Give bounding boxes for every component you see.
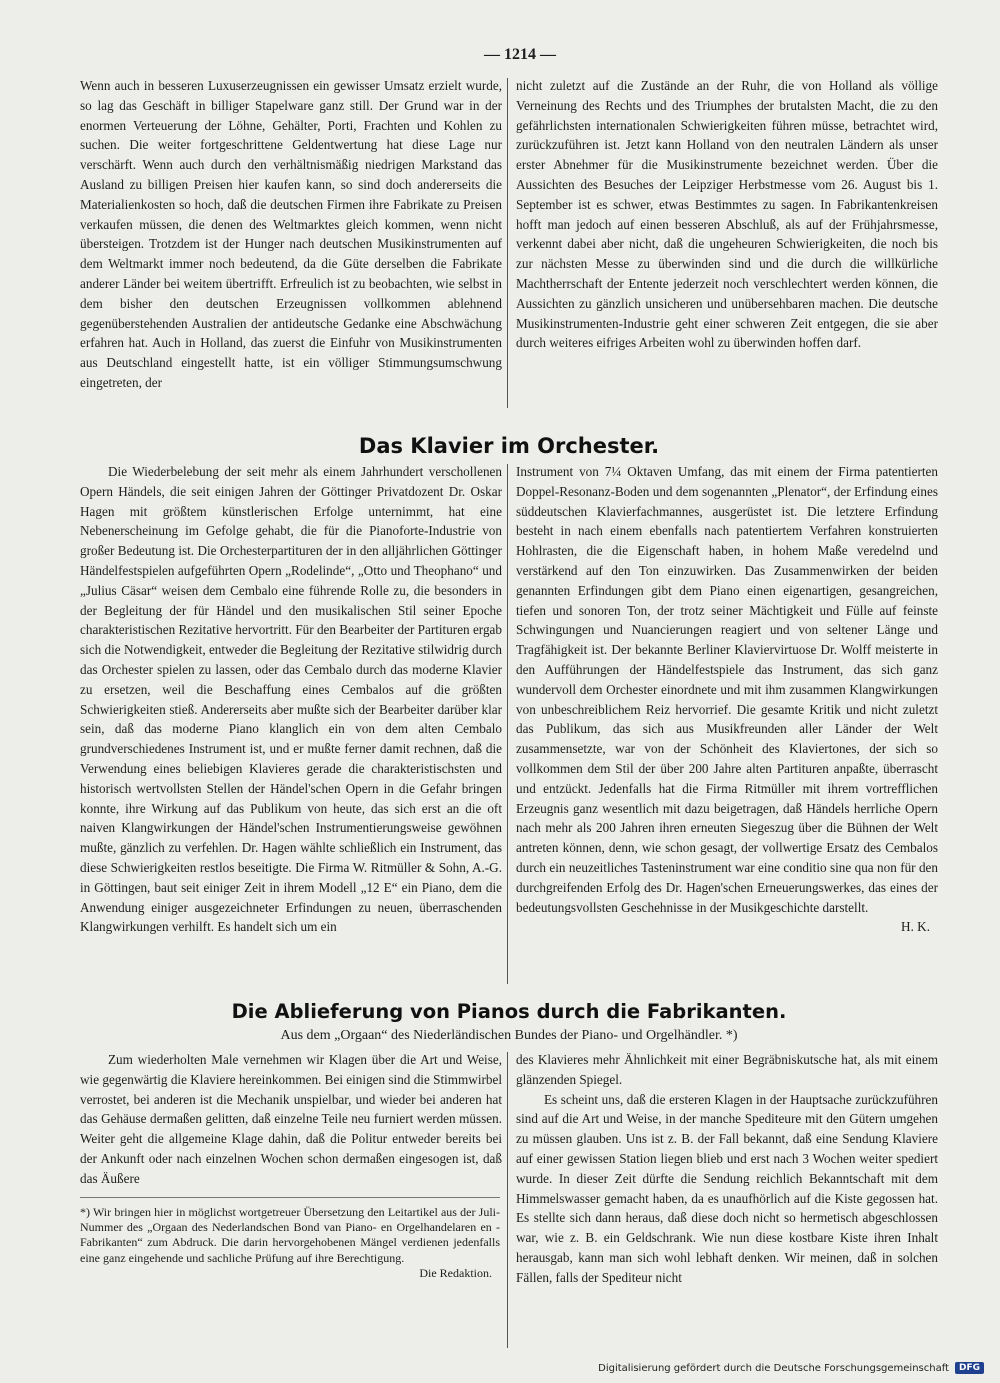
article3-footnote <box>80 1205 500 1281</box>
article2-title: Das Klavier im Orchester. <box>358 434 660 458</box>
article3-subtitle: Aus dem „Orgaan“ des Niederländischen Bundes der Piano- und Orgelhändler. *) <box>280 1028 738 1043</box>
article2-columns <box>80 462 938 937</box>
article1-right-text: nicht zuletzt auf die Zustände an der Ruhr, die von Holland als völlige Verneinung des Rechts und des Triumphes der brutalsten Macht, die zu den gefährlichsten internationalen Schwierigkeiten führen müsse, betrachtet wird, zurückzuführen ist. Jetzt kann Holland von den neutralen Ländern als unser erster Abnehmer für die Musikinstrumente bezeichnet werden. Über die Aussichten des Besuches der Leipziger Herbstmesse vom 26. August bis 1. September ist es schwer, etwas Bestimmtes zu sagen. In Fabrikantenkreisen hofft man jedoch auf einen besseren Abschluß, als auf der Frühjahrsmesse, verkennt dabei aber nicht, daß die ungeheuren Schwierigkeiten, die noch bis zur nächsten Messe zu überwinden sind und die durch die willkürliche Machtherrschaft der Entente jederzeit noch verschlechtert werden können, die Aussichten zu gänzlich unsicheren und unübersehbaren machen. Die deutsche Musikinstrumenten-Industrie geht einer schweren Zeit entgegen, die sie aber durch weiteres eifriges Arbeiten wohl zu überwinden hoffen darf. <box>516 78 938 351</box>
article1-left-column <box>80 76 502 393</box>
footnote-text: *) Wir bringen hier in möglichst wortgetreuer Übersetzung den Leitartikel aus der Juli-Nummer des „Orgaan des Nederlandschen Bond van Piano- en Orgelhandelaren en -Fabrikanten“ zum Abdruck. Die darin hervorgehobenen Mängel verdienen jedenfalls eine ganz eingehende und sachliche Prüfung auf ihre Berechtigung. <box>80 1205 500 1265</box>
article3-right-text-1: des Klavieres mehr Ähnlichkeit mit einer Begräbniskutsche hat, als mit einem glänzenden Spiegel. <box>516 1052 938 1087</box>
page-number: — 1214 — <box>484 46 556 63</box>
digitization-credit <box>598 1362 984 1374</box>
article2-left-text: Die Wiederbelebung der seit mehr als einem Jahrhundert verschollenen Opern Händels, die seit einigen Jahren der Göttinger Privatdozent Dr. Oskar Hagen mit größtem künstlerischen Erfolge unternimmt, hat eine Nebenerscheinung im Gefolge gehabt, die für die Pianoforte-Industrie von großer Bedeutung ist. Die Orchesterpartituren der in den alljährlichen Göttinger Händelfestspielen aufgeführten Opern „Rodelinde“, „Otto und Theophano“ und „Julius Cäsar“ weisen dem Cembalo eine führende Rolle zu, die besonders in der Begleitung der für Händel und den musikalischen Stil seiner Epoche charakteristischen Rezitative hervortritt. Für den Bearbeiter der Partituren ergab sich die Notwendigkeit, entweder die Begleitung der Rezitative stilwidrig durch das Orchester spielen zu lassen, oder das Cembalo durch das moderne Klavier zu ersetzen, weil die Beschaffung eines Cembalos auf die größten Schwierigkeiten stieß. Andererseits aber mußte sich der Bearbeiter darüber klar sein, daß das moderne Piano klanglich ein von dem alten Cembalo grundverschiedenes Instrument ist, und er mußte ferner damit rechnen, daß die Verwendung eines beliebigen Klavieres gerade die charakteristischsten und historisch wertvollsten Stellen der Händel'schen Opern in die Gefahr bringen konnte, ihre Wirkung auf das Publikum von heute, das sich erst an die oft naiven Klangwirkungen der Händel'schen Instrumentierungsweise gewöhnen mußte, gänzlich zu verfehlen. Dr. Hagen wählte schließlich ein Instrument, das diese Schwierigkeiten restlos beseitigte. Die Firma W. Ritmüller & Sohn, A.-G. in Göttingen, baut seit einiger Zeit in ihrem Modell „12 E“ ein Piano, dem die Anwendung einiger ausgezeichneter Erfindungen zu neuen, überraschenden Klangwirkungen verhilft. Es handelt sich um ein <box>80 464 502 935</box>
article2-right-column <box>516 462 938 937</box>
column-divider <box>507 1052 508 1348</box>
article1-right-column <box>516 76 938 393</box>
credit-text: Digitalisierung gefördert durch die Deutsche Forschungsgemeinschaft <box>598 1362 949 1374</box>
column-divider <box>507 464 508 984</box>
article2-left-column <box>80 462 502 937</box>
article1-columns <box>80 76 938 393</box>
footnote-rule <box>80 1197 500 1198</box>
article3-right-column <box>516 1050 938 1288</box>
article3-right-text-2: Es scheint uns, daß die ersteren Klagen in der Hauptsache zurückzuführen sind auf die Art und Weise, in der manche Spediteure mit den Gütern umgehen zu müssen glauben. Uns ist z. B. der Fall bekannt, daß eine Sendung Klaviere auf einer gewissen Station liegen blieb und erst nach 3 Wochen weiter spediert wurde. In dieser Zeit dürfte die Sendung reichlich Bekanntschaft mit dem Himmelswasser gemacht haben, da es unaufhörlich auf die Kiste gegossen hat. Es stellte sich dann heraus, daß diese doch nicht so hermetisch abgeschlossen war, wie z. B. ein Geldschrank. Wie nun diese kostbare Kiste ihren Inhalt herausgab, kann man sich wohl lebhaft denken. Wir meinen, daß in solchen Fällen, falls der Spediteur nicht <box>516 1091 938 1285</box>
article3-title: Die Ablieferung von Pianos durch die Fabrikanten. <box>231 1000 787 1023</box>
article1-left-text: Wenn auch in besseren Luxuserzeugnissen ein gewisser Umsatz erzielt wurde, so lag das Geschäft in billiger Stapelware ganz still. Der Grund war in der enormen Verteuerung der Löhne, Gehälter, Porti, Frachten und Kohlen zu suchen. Die weiter fortgeschrittene Geldentwertung hat diese Lage nur verschärft. Wenn auch durch den verhältnismäßig niedrigen Markstand das Ausland zu billigen Preisen hier kaufen kann, so sind doch andererseits die Materialienkosten so hoch, daß die deutschen Firmen ihre Fabrikate zu Preisen verkaufen müssen, die denen des Weltmarktes gleich kommen, wenn nicht übersteigen. Trotzdem ist der Hunger nach deutschen Musikinstrumenten auf dem Weltmarkt immer noch bedeutend, da die Güte derselben die Fabrikate anderer Länder bei weitem übertrifft. Erfreulich ist zu beobachten, wie selbst in dem bisher den deutschen Erzeugnissen vollkommen ablehnend gegenüberstehenden Australien der antideutsche Gedanke eine Abschwächung erfahren hat. Auch in Holland, das zuerst die Einfuhr von Musikinstrumenten aus Deutschland eingestellt hatte, ist ein völliger Stimmungsumschwung eingetreten, der <box>80 78 502 390</box>
article3-left-text: Zum wiederholten Male vernehmen wir Klagen über die Art und Weise, wie gegenwärtig die Klaviere hereinkommen. Bei einigen sind die Stimmwirbel verrostet, bei anderen ist die Mechanik unspielbar, und wieder bei anderen hat das Gehäuse dermaßen gelitten, daß einzelne Teile neu furniert werden müssen. Weiter geht die allgemeine Klage dahin, daß die Politur entweder bereits bei der Ankunft oder nach einzelnen Wochen schon dermaßen eingesogen ist, daß das Äußere <box>80 1052 502 1186</box>
column-divider <box>507 78 508 408</box>
footnote-signature: Die Redaktion. <box>419 1265 492 1280</box>
dfg-logo-icon: DFG <box>955 1362 984 1374</box>
article2-signature: H. K. <box>901 919 930 935</box>
article2-right-text: Instrument von 7¼ Oktaven Umfang, das mit einem der Firma patentierten Doppel-Resonanz-Boden und dem sogenannten „Plenator“, der Erfindung eines süddeutschen Klavierfachmannes, ausgerüstet ist. Die letztere Erfindung besteht in nach einem ebenfalls nach patentiertem Verfahren konstruierten Hohlrasten, die die Eigenschaft haben, in hohem Maße veredelnd und verstärkend auf den Ton einzuwirken. Das Zusammenwirken der beiden genannten Erfindungen gibt dem Piano einen eigenartigen, gesangreichen, tiefen und sonoren Ton, der trotz seiner Mächtigkeit und Fülle auf feinste Schwingungen und Nuancierungen reagiert und von seltener Länge und Tragfähigkeit ist. Der bekannte Berliner Klaviervirtuose Dr. Wolff meisterte in den Aufführungen der Händelfestspiele das Instrument, das sich ganz wundervoll dem Orchester einordnete und mit ihm zusammen Klangwirkungen von unbeschreiblichem Reiz hervorrief. Die gesamte Kritik und nicht zuletzt das Publikum, das sich aus Musikfreunden aller Länder der Welt zusammensetzte, war von der Schönheit des Klaviertones, der sich so vollkommen dem Stil der über 200 Jahre alten Partituren anpaßte, überrascht und entzückt. Jedenfalls hat die Firma Ritmüller mit ihrem vortrefflichen Erzeugnis ganz wesentlich mit dazu beigetragen, daß Händels herrliche Opern nach mehr als 200 Jahren ihren erneuten Siegeszug über die Bühnen der Welt antreten können, denn, wie schon gesagt, der vollwertige Ersatz des Cembalos durch ein neuzeitliches Tasteninstrument war eine conditio sine qua non für den durchgreifenden Erfolg des Dr. Hagen'schen Erneuerungswerkes, das eines der bedeutungsvollsten Geschehnisse in der Musikgeschichte darstellt. <box>516 464 938 915</box>
